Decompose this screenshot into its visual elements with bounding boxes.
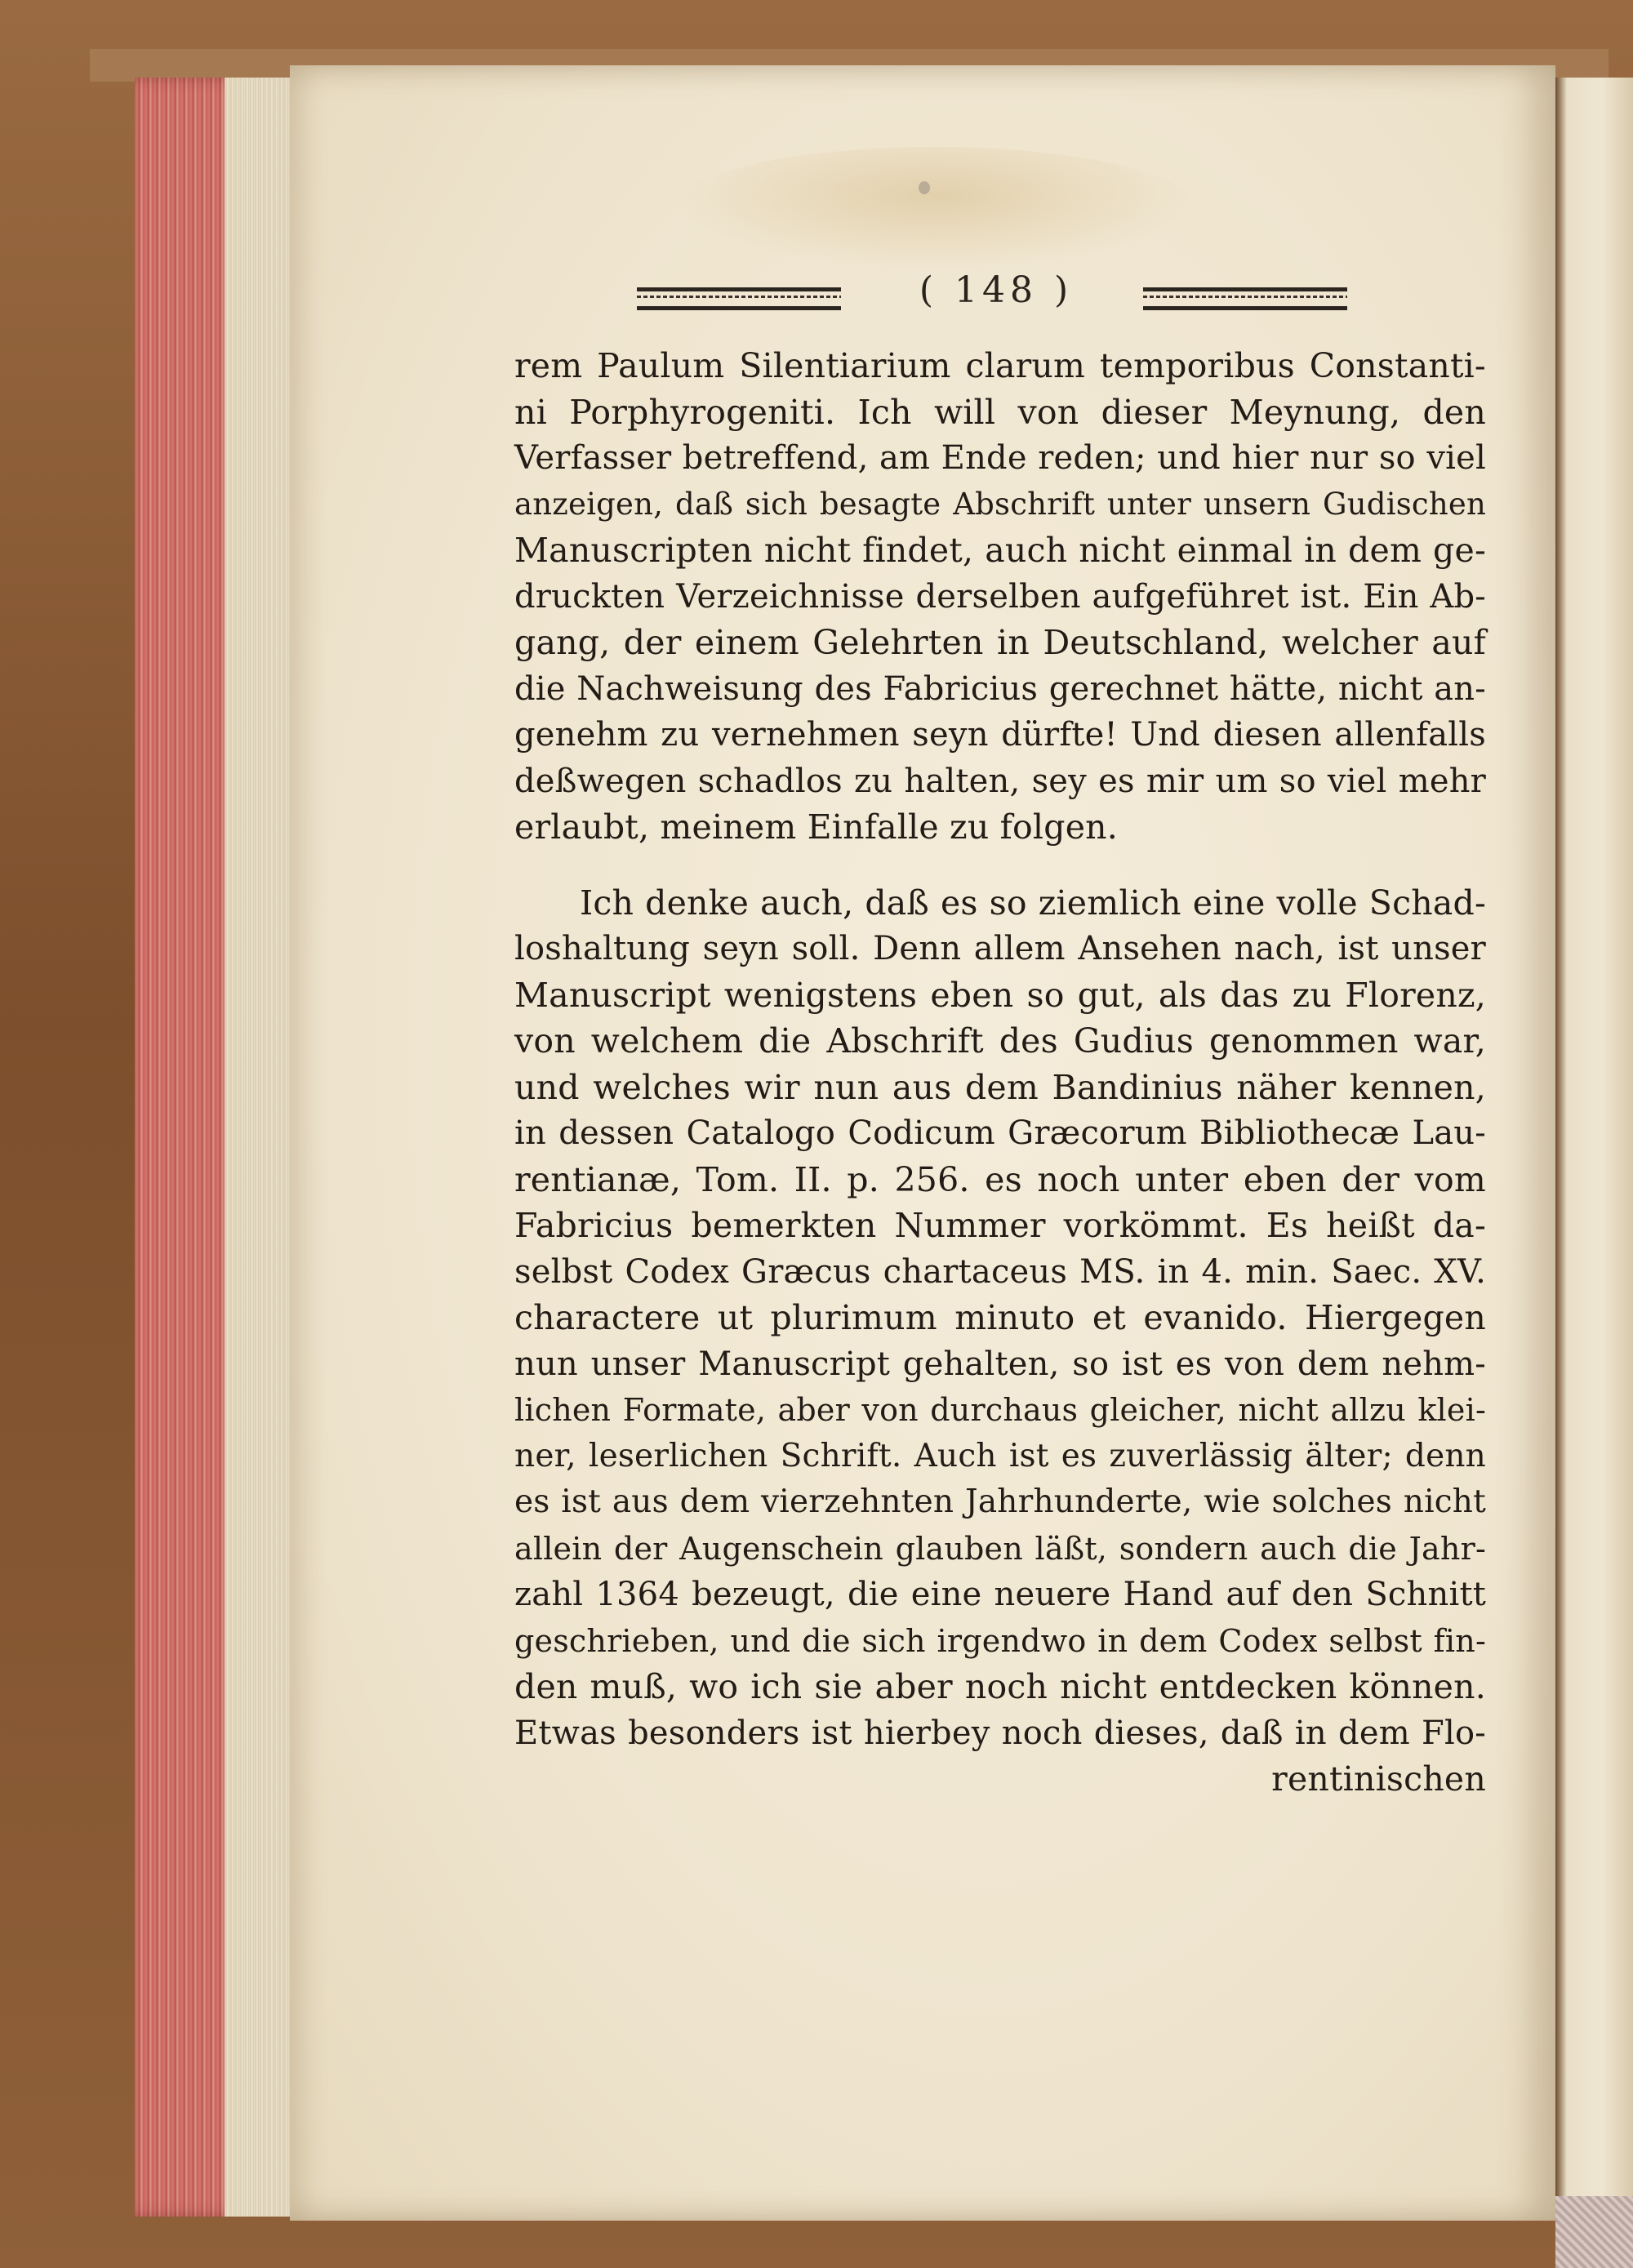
- text-line: erlaubt, meinem Einfalle zu folgen.: [514, 807, 1118, 847]
- header-rule-left: [637, 287, 841, 310]
- text-line: genehm zu vernehmen seyn dürfte! Und diesen allenfalls: [514, 716, 1486, 754]
- text-line: druckten Verzeichnisse derselben aufgeführet ist. Ein Ab-: [514, 577, 1486, 616]
- text-line: Manuscript wenigstens eben so gut, als das zu Florenz,: [514, 975, 1486, 1015]
- text-line: Verfasser betreffend, am Ende reden; und hier nur so viel: [514, 439, 1486, 477]
- text-line: lichen Formate, aber von durchaus gleicher, nicht allzu klei-: [514, 1392, 1486, 1428]
- text-line: geschrieben, und die sich irgendwo in dem Codex selbst fin-: [514, 1622, 1486, 1659]
- page-header: [637, 269, 1331, 327]
- ink-spot: [919, 181, 930, 194]
- text-line: selbst Codex Græcus chartaceus MS. in 4. min. Saec. XV.: [514, 1252, 1486, 1291]
- text-line: ner, leserlichen Schrift. Auch ist es zuverlässig älter; denn: [514, 1437, 1486, 1474]
- text-line: charactere ut plurimum minuto et evanido. Hiergegen: [514, 1298, 1486, 1337]
- text-line: ni Porphyrogeniti. Ich will von dieser Meynung, den: [514, 392, 1486, 432]
- text-line: Ich denke auch, daß es so ziemlich eine volle Schad-: [580, 883, 1486, 923]
- ribbon-marker: [1555, 2196, 1633, 2268]
- header-rule-right: [1143, 287, 1347, 310]
- text-line: zahl 1364 bezeugt, die eine neuere Hand auf den Schnitt: [514, 1576, 1486, 1613]
- text-line: rentianæ, Tom. II. p. 256. es noch unter eben der vom: [514, 1159, 1486, 1199]
- body-text: [514, 343, 1486, 1803]
- text-line: gang, der einem Gelehrten in Deutschland, welcher auf: [514, 623, 1486, 662]
- text-line: Fabricius bemerkten Nummer vorkömmt. Es heißt da-: [514, 1206, 1486, 1245]
- text-line: von welchem die Abschrift des Gudius genommen war,: [514, 1021, 1486, 1061]
- text-line: anzeigen, daß sich besagte Abschrift unter unsern Gudischen: [514, 486, 1486, 522]
- text-line: rem Paulum Silentiarium clarum temporibus Constanti-: [514, 346, 1486, 385]
- paragraph-gap: [514, 851, 1486, 880]
- text-line: in dessen Catalogo Codicum Græcorum Bibliothecæ Lau-: [514, 1114, 1486, 1152]
- water-stain: [674, 147, 1196, 269]
- text-line: Manuscripten nicht findet, auch nicht einmal in dem ge-: [514, 531, 1486, 570]
- page-number: ( 148 ): [919, 269, 1074, 311]
- text-line: es ist aus dem vierzehnten Jahrhunderte, wie solches nicht: [514, 1483, 1486, 1520]
- text-line: deßwegen schadlos zu halten, sey es mir um so viel mehr: [514, 762, 1486, 800]
- facing-page-edge: [1555, 78, 1633, 2217]
- text-line: allein der Augenschein glauben läßt, sondern auch die Jahr-: [514, 1530, 1486, 1567]
- catchword: rentinischen: [1271, 1759, 1486, 1799]
- text-line: Etwas besonders ist hierbey noch dieses, daß in dem Flo-: [514, 1714, 1486, 1752]
- text-line: den muß, wo ich sie aber noch nicht entdecken können.: [514, 1667, 1486, 1706]
- text-line: loshaltung seyn soll. Denn allem Ansehen nach, ist unser: [514, 930, 1486, 967]
- text-line: nun unser Manuscript gehalten, so ist es von dem nehm-: [514, 1345, 1486, 1383]
- text-line: und welches wir nun aus dem Bandinius näher kennen,: [514, 1067, 1486, 1107]
- page-edges: [135, 78, 298, 2217]
- text-line: die Nachweisung des Fabricius gerechnet hätte, nicht an-: [514, 669, 1486, 708]
